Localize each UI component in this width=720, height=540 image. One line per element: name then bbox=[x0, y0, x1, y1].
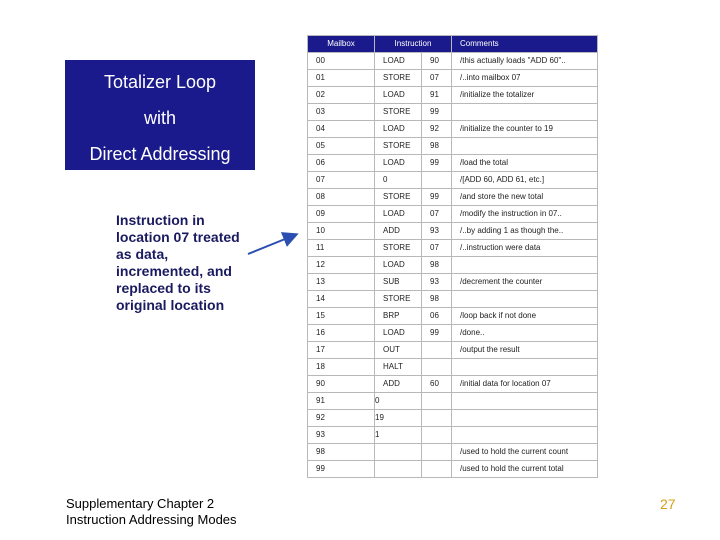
table-row bbox=[308, 325, 598, 342]
instruction-addr-cell bbox=[422, 359, 452, 376]
instruction-op-cell: LOAD bbox=[375, 325, 422, 342]
table-row bbox=[308, 206, 598, 223]
instruction-op-cell: 1 bbox=[375, 427, 422, 444]
mailbox-cell: 17 bbox=[308, 342, 375, 359]
comment-cell: /decrement the counter bbox=[452, 274, 598, 291]
instruction-op-cell: LOAD bbox=[375, 53, 422, 70]
table-row bbox=[308, 189, 598, 206]
mailbox-cell: 12 bbox=[308, 257, 375, 274]
comment-cell: /modify the instruction in 07.. bbox=[452, 206, 598, 223]
instruction-addr-cell: 07 bbox=[422, 240, 452, 257]
instruction-op-cell: OUT bbox=[375, 342, 422, 359]
table-row bbox=[308, 87, 598, 104]
instruction-addr-cell: 06 bbox=[422, 308, 452, 325]
table-row bbox=[308, 257, 598, 274]
instruction-addr-cell bbox=[422, 461, 452, 478]
mailbox-cell: 90 bbox=[308, 376, 375, 393]
comment-cell: /..by adding 1 as though the.. bbox=[452, 223, 598, 240]
mailbox-cell: 92 bbox=[308, 410, 375, 427]
comment-cell: /initialize the counter to 19 bbox=[452, 121, 598, 138]
table-row bbox=[308, 223, 598, 240]
comment-cell bbox=[452, 359, 598, 376]
table-row bbox=[308, 393, 598, 410]
instruction-addr-cell: 98 bbox=[422, 138, 452, 155]
instruction-op-cell: 0 bbox=[375, 393, 422, 410]
comment-cell: /output the result bbox=[452, 342, 598, 359]
comment-cell: /done.. bbox=[452, 325, 598, 342]
table-row bbox=[308, 274, 598, 291]
mailbox-cell: 16 bbox=[308, 325, 375, 342]
instruction-op-cell bbox=[375, 461, 422, 478]
comment-cell bbox=[452, 104, 598, 121]
table-row bbox=[308, 70, 598, 87]
comment-cell: /..instruction were data bbox=[452, 240, 598, 257]
instruction-addr-cell: 60 bbox=[422, 376, 452, 393]
table-row bbox=[308, 376, 598, 393]
table-header-row bbox=[308, 36, 598, 53]
mailbox-cell: 01 bbox=[308, 70, 375, 87]
comment-cell: /used to hold the current total bbox=[452, 461, 598, 478]
comment-cell: /load the total bbox=[452, 155, 598, 172]
explanation-note: Instruction in location 07 treated as data, incremented, and replaced to its original location bbox=[116, 212, 240, 313]
mailbox-cell: 09 bbox=[308, 206, 375, 223]
instruction-addr-cell bbox=[422, 342, 452, 359]
instruction-addr-cell bbox=[422, 410, 452, 427]
comment-cell bbox=[452, 410, 598, 427]
instruction-op-cell: STORE bbox=[375, 104, 422, 121]
instruction-op-cell: STORE bbox=[375, 189, 422, 206]
mailbox-cell: 91 bbox=[308, 393, 375, 410]
instruction-addr-cell: 07 bbox=[422, 70, 452, 87]
instruction-op-cell: LOAD bbox=[375, 257, 422, 274]
instruction-op-cell: ADD bbox=[375, 223, 422, 240]
arrow-icon bbox=[245, 230, 305, 260]
table-row bbox=[308, 461, 598, 478]
instruction-op-cell: STORE bbox=[375, 240, 422, 257]
instruction-addr-cell bbox=[422, 444, 452, 461]
header-mailbox: Mailbox bbox=[308, 36, 375, 53]
header-comments: Comments bbox=[452, 36, 598, 53]
instruction-op-cell: HALT bbox=[375, 359, 422, 376]
instruction-op-cell: STORE bbox=[375, 138, 422, 155]
table-row bbox=[308, 172, 598, 189]
table-row bbox=[308, 104, 598, 121]
mailbox-cell: 15 bbox=[308, 308, 375, 325]
table-row bbox=[308, 427, 598, 444]
table-row bbox=[308, 138, 598, 155]
mailbox-cell: 13 bbox=[308, 274, 375, 291]
title-line-2: with bbox=[143, 108, 176, 128]
table-row bbox=[308, 444, 598, 461]
comment-cell bbox=[452, 427, 598, 444]
instruction-addr-cell: 99 bbox=[422, 104, 452, 121]
instruction-addr-cell: 99 bbox=[422, 325, 452, 342]
mailbox-cell: 11 bbox=[308, 240, 375, 257]
footer bbox=[66, 496, 237, 528]
mailbox-cell: 18 bbox=[308, 359, 375, 376]
header-instruction: Instruction bbox=[375, 36, 452, 53]
instruction-addr-cell bbox=[422, 172, 452, 189]
mailbox-cell: 04 bbox=[308, 121, 375, 138]
title-box bbox=[65, 60, 255, 170]
mailbox-cell: 00 bbox=[308, 53, 375, 70]
page-number: 27 bbox=[660, 496, 676, 512]
comment-cell bbox=[452, 138, 598, 155]
instruction-op-cell: LOAD bbox=[375, 87, 422, 104]
comment-cell: /[ADD 60, ADD 61, etc.] bbox=[452, 172, 598, 189]
comment-cell: /..into mailbox 07 bbox=[452, 70, 598, 87]
mailbox-table bbox=[307, 35, 598, 478]
instruction-addr-cell: 90 bbox=[422, 53, 452, 70]
instruction-op-cell bbox=[375, 444, 422, 461]
instruction-addr-cell: 93 bbox=[422, 274, 452, 291]
instruction-op-cell: SUB bbox=[375, 274, 422, 291]
footer-topic: Instruction Addressing Modes bbox=[66, 512, 237, 527]
comment-cell: /this actually loads "ADD 60".. bbox=[452, 53, 598, 70]
instruction-op-cell: STORE bbox=[375, 70, 422, 87]
instruction-op-cell: BRP bbox=[375, 308, 422, 325]
table-row bbox=[308, 121, 598, 138]
mailbox-cell: 10 bbox=[308, 223, 375, 240]
instruction-addr-cell bbox=[422, 427, 452, 444]
comment-cell: /loop back if not done bbox=[452, 308, 598, 325]
comment-cell bbox=[452, 257, 598, 274]
instruction-addr-cell: 91 bbox=[422, 87, 452, 104]
instruction-op-cell: 19 bbox=[375, 410, 422, 427]
mailbox-cell: 14 bbox=[308, 291, 375, 308]
table-row bbox=[308, 410, 598, 427]
mailbox-cell: 08 bbox=[308, 189, 375, 206]
footer-chapter: Supplementary Chapter 2 bbox=[66, 496, 215, 511]
mailbox-cell: 02 bbox=[308, 87, 375, 104]
comment-cell: /initialize the totalizer bbox=[452, 87, 598, 104]
instruction-addr-cell: 99 bbox=[422, 189, 452, 206]
comment-cell bbox=[452, 291, 598, 308]
comment-cell: /and store the new total bbox=[452, 189, 598, 206]
mailbox-cell: 98 bbox=[308, 444, 375, 461]
mailbox-cell: 93 bbox=[308, 427, 375, 444]
title-line-1: Totalizer Loop bbox=[103, 72, 217, 92]
table-row bbox=[308, 53, 598, 70]
table-row bbox=[308, 342, 598, 359]
mailbox-cell: 03 bbox=[308, 104, 375, 121]
instruction-addr-cell: 98 bbox=[422, 291, 452, 308]
comment-cell: /used to hold the current count bbox=[452, 444, 598, 461]
mailbox-cell: 06 bbox=[308, 155, 375, 172]
title-line-3: Direct Addressing bbox=[89, 144, 231, 164]
instruction-addr-cell: 98 bbox=[422, 257, 452, 274]
comment-cell: /initial data for location 07 bbox=[452, 376, 598, 393]
mailbox-cell: 99 bbox=[308, 461, 375, 478]
instruction-addr-cell: 07 bbox=[422, 206, 452, 223]
instruction-addr-cell: 92 bbox=[422, 121, 452, 138]
instruction-op-cell: STORE bbox=[375, 291, 422, 308]
instruction-addr-cell: 93 bbox=[422, 223, 452, 240]
mailbox-cell: 05 bbox=[308, 138, 375, 155]
instruction-addr-cell bbox=[422, 393, 452, 410]
instruction-op-cell: LOAD bbox=[375, 155, 422, 172]
table-row bbox=[308, 155, 598, 172]
instruction-op-cell: LOAD bbox=[375, 206, 422, 223]
table-row bbox=[308, 359, 598, 376]
instruction-op-cell: 0 bbox=[375, 172, 422, 189]
mailbox-cell: 07 bbox=[308, 172, 375, 189]
instruction-addr-cell: 99 bbox=[422, 155, 452, 172]
comment-cell bbox=[452, 393, 598, 410]
instruction-op-cell: ADD bbox=[375, 376, 422, 393]
table-row bbox=[308, 240, 598, 257]
table-row bbox=[308, 308, 598, 325]
instruction-op-cell: LOAD bbox=[375, 121, 422, 138]
table-row bbox=[308, 291, 598, 308]
